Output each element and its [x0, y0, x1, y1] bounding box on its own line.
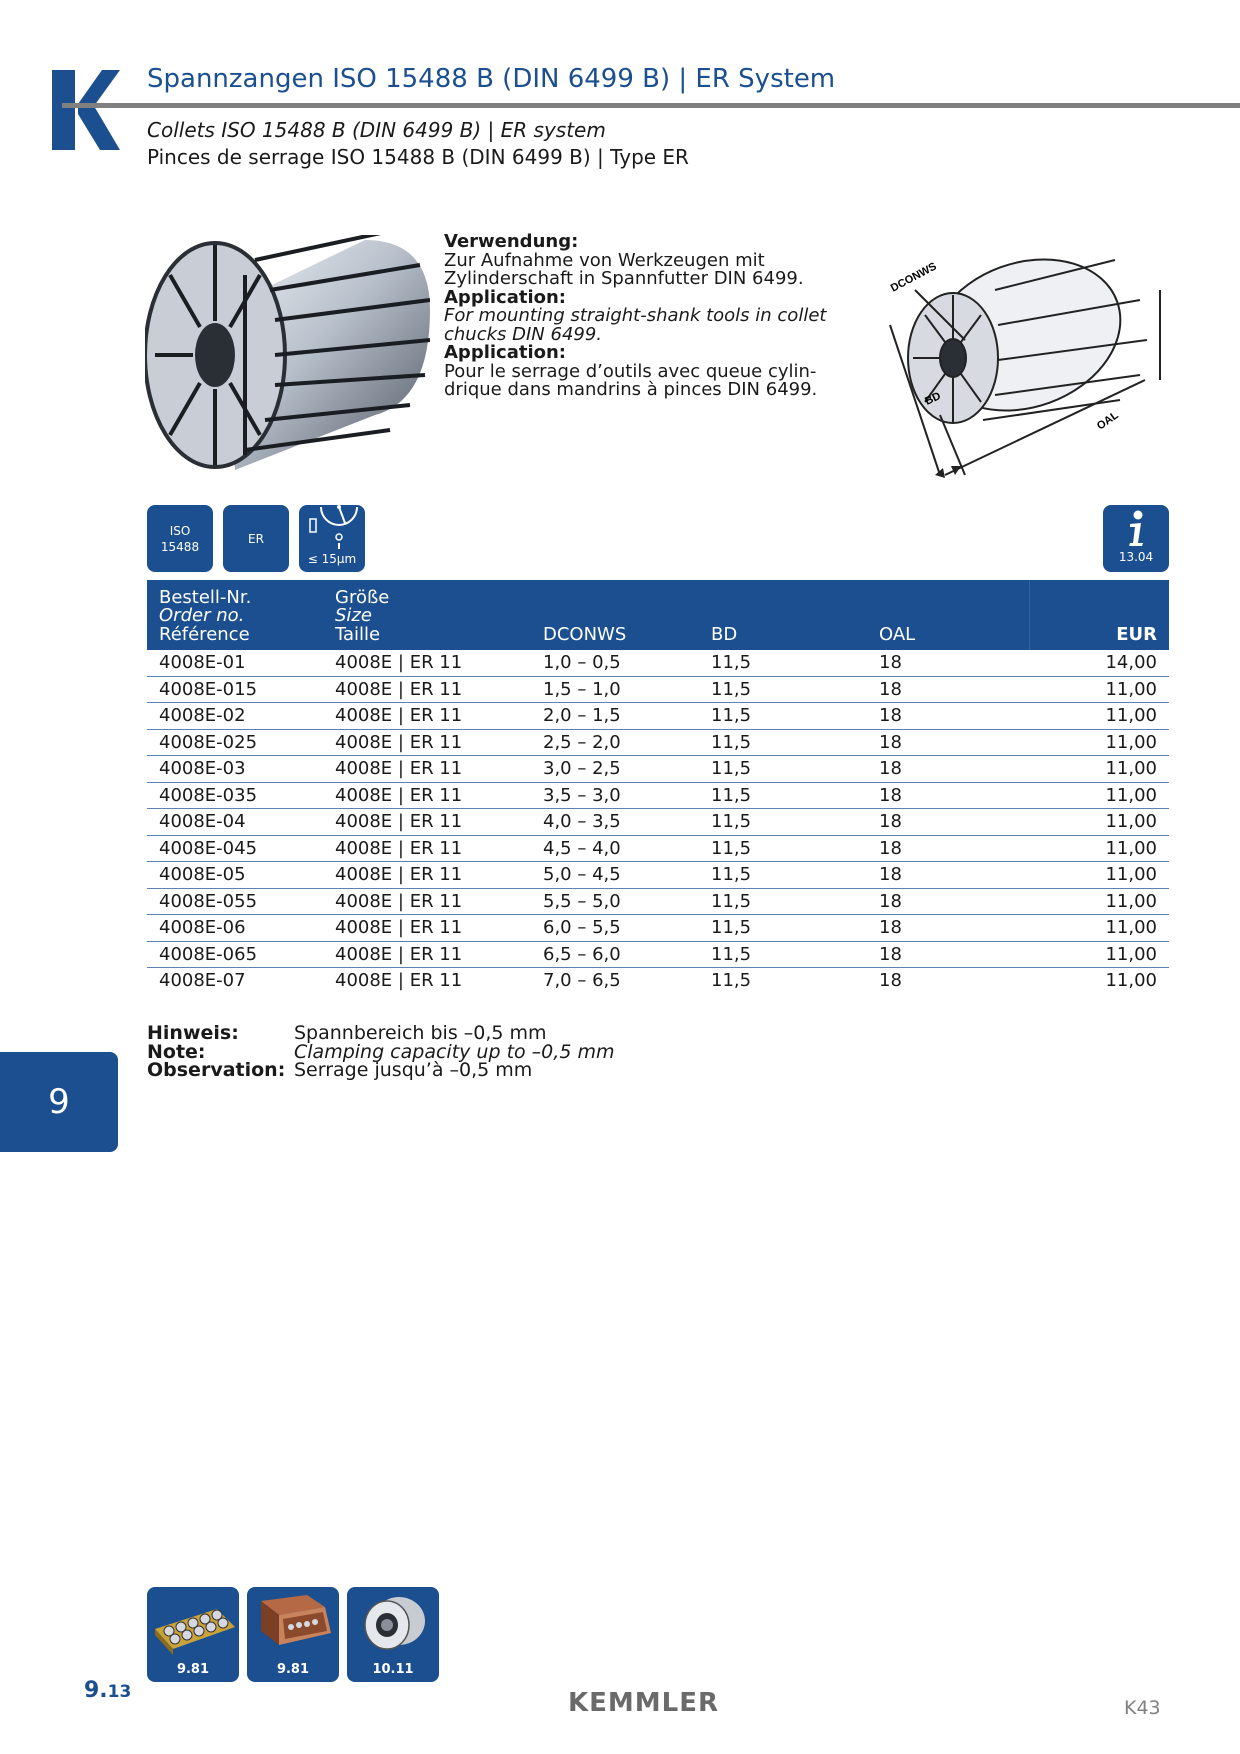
cell-size: 4008E | ER 11 — [323, 676, 531, 703]
usage-text-fr: Pour le serrage d’outils avec queue cylin-drique dans mandrins à pinces DIN 6499. — [444, 360, 818, 400]
cell-oal: 18 — [867, 835, 1030, 862]
page-number-sub: 13 — [107, 1682, 132, 1702]
cell-order: 4008E-025 — [147, 729, 323, 756]
cell-order: 4008E-02 — [147, 703, 323, 730]
cell-dconws: 5,5 – 5,0 — [531, 888, 699, 915]
cell-dconws: 6,5 – 6,0 — [531, 941, 699, 968]
cell-bd: 11,5 — [699, 809, 867, 836]
table-header-row — [147, 580, 1169, 650]
accuracy-badge — [299, 505, 365, 572]
cell-order: 4008E-04 — [147, 809, 323, 836]
related-ref-3: 10.11 — [372, 1662, 414, 1677]
product-table — [147, 580, 1169, 994]
cell-eur: 11,00 — [1030, 915, 1170, 942]
page-number-main: 9. — [84, 1678, 108, 1703]
cell-size: 4008E | ER 11 — [323, 650, 531, 676]
collet-box-icon — [247, 1587, 339, 1657]
cell-dconws: 1,5 – 1,0 — [531, 676, 699, 703]
chapter-number: 9 — [48, 1082, 70, 1122]
usage-heading-fr: Application: — [444, 342, 567, 363]
cell-eur: 11,00 — [1030, 862, 1170, 889]
cell-order: 4008E-03 — [147, 756, 323, 783]
accuracy-label: ≤ 15µm — [307, 552, 357, 566]
clamping-nut-icon — [347, 1587, 439, 1657]
related-link-clamping-nut[interactable] — [347, 1587, 439, 1682]
page-subtitle-fr: Pinces de serrage ISO 15488 B (DIN 6499 B) | Type ER — [147, 145, 689, 169]
cell-bd: 11,5 — [699, 941, 867, 968]
cell-bd: 11,5 — [699, 835, 867, 862]
cell-eur: 11,00 — [1030, 756, 1170, 783]
iso-15488-badge — [147, 505, 213, 572]
table-row — [147, 676, 1169, 703]
header-rule — [62, 103, 1240, 108]
cell-order: 4008E-045 — [147, 835, 323, 862]
cell-size: 4008E | ER 11 — [323, 862, 531, 889]
brand-name: KEMMLER — [568, 1688, 720, 1718]
cell-dconws: 6,0 – 5,5 — [531, 915, 699, 942]
table-row — [147, 809, 1169, 836]
diagram-label-oal: OAL — [1094, 409, 1121, 433]
cell-bd: 11,5 — [699, 703, 867, 730]
note-text-en: Clamping capacity up to –0,5 mm — [294, 1040, 615, 1063]
kemmler-logo — [50, 70, 120, 150]
header-bd: BD — [699, 580, 867, 650]
cell-dconws: 3,0 – 2,5 — [531, 756, 699, 783]
cell-size: 4008E | ER 11 — [323, 941, 531, 968]
related-ref-1: 9.81 — [176, 1662, 210, 1677]
page-title: Spannzangen ISO 15488 B (DIN 6499 B) | ER System — [147, 64, 836, 94]
cell-dconws: 5,0 – 4,5 — [531, 862, 699, 889]
cell-eur: 11,00 — [1030, 782, 1170, 809]
cell-size: 4008E | ER 11 — [323, 835, 531, 862]
usage-heading-en: Application: — [444, 286, 567, 308]
cell-oal: 18 — [879, 970, 902, 992]
table-row — [147, 703, 1169, 730]
collet-photo — [145, 235, 430, 470]
related-ref-2: 9.81 — [276, 1662, 310, 1677]
table-row — [147, 782, 1169, 809]
cell-order: 4008E-055 — [147, 888, 323, 915]
cell-dconws: 2,5 – 2,0 — [531, 729, 699, 756]
diagram-label-bd: BD — [923, 390, 943, 408]
table-row — [147, 862, 1169, 889]
cell-bd: 11,5 — [711, 970, 752, 992]
cell-eur: 11,00 — [1030, 888, 1170, 915]
cell-oal: 18 — [867, 915, 1030, 942]
cell-bd: 11,5 — [699, 650, 867, 676]
note-label-fr: Observation: — [147, 1059, 286, 1081]
cell-size: 4008E | ER 11 — [323, 782, 531, 809]
page-code: K43 — [1124, 1697, 1161, 1719]
table-row — [147, 729, 1169, 756]
iso-badge-line1: ISO — [169, 523, 191, 538]
note-text-fr: Serrage jusqu’à –0,5 mm — [294, 1059, 533, 1081]
er-badge — [223, 505, 289, 572]
related-link-collet-rack[interactable] — [147, 1587, 239, 1682]
info-ref: 13.04 — [1118, 550, 1154, 564]
cell-dconws: 2,0 – 1,5 — [531, 703, 699, 730]
note-label-de: Hinweis: — [147, 1022, 239, 1044]
header-order-no — [147, 580, 323, 650]
cell-oal: 18 — [867, 756, 1030, 783]
cell-eur: 11,00 — [1030, 703, 1170, 730]
cell-eur: 11,00 — [1030, 941, 1170, 968]
cell-order: 4008E-07 — [159, 970, 246, 992]
usage-text-en: For mounting straight-shank tools in collet chucks DIN 6499. — [444, 305, 827, 345]
cell-bd: 11,5 — [699, 862, 867, 889]
cell-bd: 11,5 — [699, 782, 867, 809]
cell-size: 4008E | ER 11 — [323, 703, 531, 730]
cell-bd: 11,5 — [699, 915, 867, 942]
header-oal: OAL — [867, 580, 1030, 650]
usage-heading-de: Verwendung: — [444, 231, 579, 252]
cell-size: 4008E | ER 11 — [323, 915, 531, 942]
cell-order: 4008E-065 — [147, 941, 323, 968]
related-link-collet-box[interactable] — [247, 1587, 339, 1682]
cell-oal: 18 — [867, 703, 1030, 730]
cell-dconws: 3,5 – 3,0 — [531, 782, 699, 809]
cell-eur: 14,00 — [1030, 650, 1170, 676]
cell-eur: 11,00 — [1105, 970, 1157, 992]
cell-bd: 11,5 — [699, 756, 867, 783]
header-order-en: Order no. — [159, 605, 245, 626]
cell-bd: 11,5 — [699, 676, 867, 703]
er-badge-label: ER — [248, 531, 264, 546]
cell-oal: 18 — [867, 650, 1030, 676]
header-size-en: Size — [335, 605, 372, 626]
info-badge[interactable] — [1103, 505, 1169, 572]
table-row — [147, 941, 1169, 968]
diagram-label-dconws: DCONWS — [888, 260, 939, 295]
page-number — [84, 1678, 131, 1703]
cell-eur: 11,00 — [1030, 835, 1170, 862]
collet-rack-icon — [147, 1587, 239, 1657]
header-size-fr: Taille — [335, 623, 381, 645]
note-label-en: Note: — [147, 1040, 206, 1063]
header-order-fr: Référence — [159, 623, 250, 645]
cell-dconws: 4,0 – 3,5 — [531, 809, 699, 836]
cell-bd: 11,5 — [699, 729, 867, 756]
cell-order: 4008E-015 — [147, 676, 323, 703]
cell-oal: 18 — [867, 941, 1030, 968]
notes — [147, 1024, 614, 1080]
cell-order: 4008E-035 — [147, 782, 323, 809]
cell-size: 4008E | ER 11 — [323, 888, 531, 915]
cell-oal: 18 — [867, 782, 1030, 809]
header-eur: EUR — [1030, 580, 1170, 650]
cell-order: 4008E-06 — [147, 915, 323, 942]
cell-oal: 18 — [867, 862, 1030, 889]
collet-dimension-diagram — [885, 230, 1175, 480]
cell-oal: 18 — [867, 729, 1030, 756]
gauge-icon — [299, 505, 365, 550]
table-row — [147, 888, 1169, 915]
cell-order: 4008E-05 — [147, 862, 323, 889]
cell-size: 4008E | ER 11 — [323, 756, 531, 783]
cell-bd: 11,5 — [699, 888, 867, 915]
cell-eur: 11,00 — [1030, 729, 1170, 756]
header-order-de: Bestell-Nr. — [159, 586, 252, 608]
cell-oal: 18 — [867, 676, 1030, 703]
table-row — [147, 835, 1169, 862]
cell-size: 4008E | ER 11 — [323, 729, 531, 756]
table-row — [147, 650, 1169, 676]
cell-order: 4008E-01 — [147, 650, 323, 676]
cell-oal: 18 — [867, 809, 1030, 836]
iso-badge-line2: 15488 — [160, 539, 200, 554]
cell-dconws: 4,5 – 4,0 — [531, 835, 699, 862]
cell-eur: 11,00 — [1030, 676, 1170, 703]
usage-text-de: Zur Aufnahme von Werkzeugen mit Zylinderschaft in Spannfutter DIN 6499. — [444, 249, 804, 289]
table-row — [147, 968, 1169, 994]
page-subtitle-en: Collets ISO 15488 B (DIN 6499 B) | ER system — [147, 118, 606, 142]
usage-description — [444, 233, 844, 400]
header-size — [323, 580, 531, 650]
table-row — [147, 756, 1169, 783]
note-text-de: Spannbereich bis –0,5 mm — [294, 1022, 547, 1044]
cell-size: 4008E | ER 11 — [323, 809, 531, 836]
header-dconws: DCONWS — [531, 580, 699, 650]
cell-eur: 11,00 — [1030, 809, 1170, 836]
cell-dconws: 1,0 – 0,5 — [531, 650, 699, 676]
table-row — [147, 915, 1169, 942]
chapter-tab[interactable] — [0, 1052, 118, 1152]
cell-oal: 18 — [867, 888, 1030, 915]
cell-size: 4008E | ER 11 — [335, 970, 463, 992]
cell-dconws: 7,0 – 6,5 — [543, 970, 621, 992]
info-icon — [1103, 505, 1169, 550]
header-size-de: Größe — [335, 586, 390, 608]
